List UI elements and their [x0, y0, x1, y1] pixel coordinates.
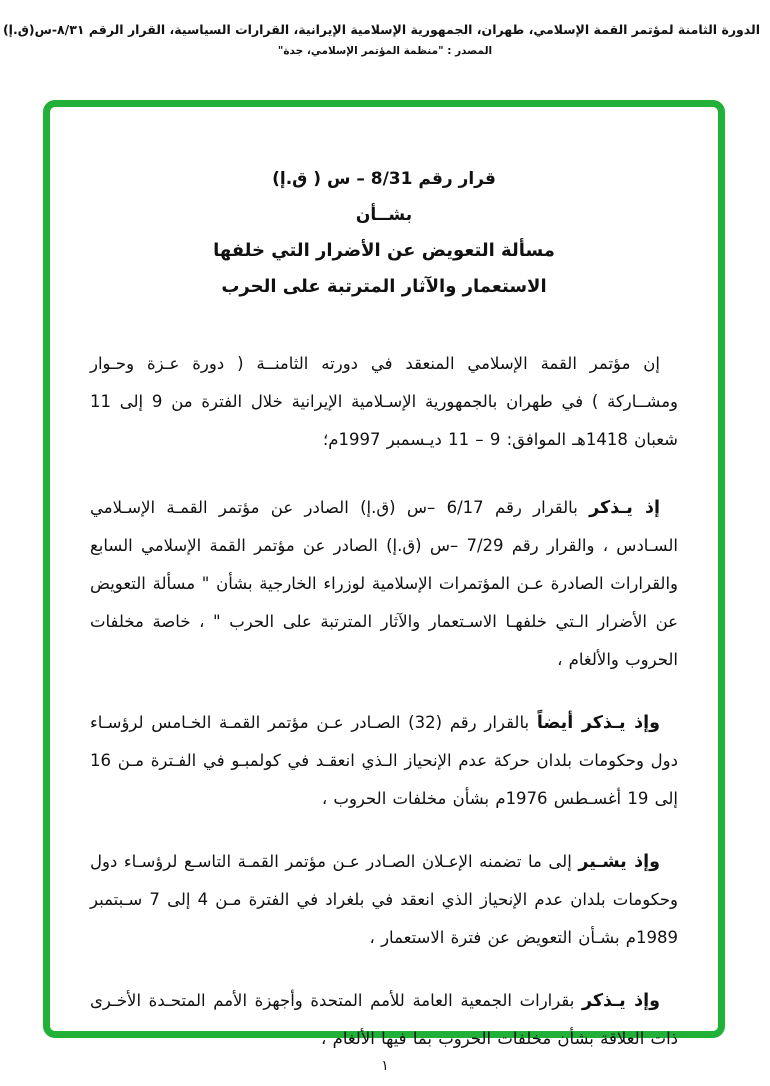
- header-citation-line: الدورة الثامنة لمؤتمر القمة الإسلامي، طهران، الجمهورية الإسلامية الإيرانية، القرارات السياسية، القرار الرقم ٨/٣١-س(ق.إ): [2, 22, 760, 37]
- paragraph-recalling-2: [90, 704, 678, 818]
- paragraph-lead: وإذ يـذكر: [581, 991, 660, 1011]
- paragraph-text: إن مؤتمر القمة الإسلامي المنعقد في دورته الثامنــة ( دورة عـزة وحـوار ومشــاركة ) في طهران بالجمهورية الإسـلامية الإيرانية خلال الفترة من 9 إلى 11 شعبان 1418هـ الموافق: 9 – 11 ديـسمبر 1997م؛: [90, 354, 678, 449]
- green-border-frame: [43, 100, 725, 1048]
- paragraph-text: بقرارات الجمعية العامة للأمم المتحدة وأجهزة الأمم المتحـدة الأخـرى ذات العلاقة بشأن مخلفات الحروب بما فيها الألغام ،: [90, 991, 678, 1048]
- paragraph-recalling-1: [90, 489, 678, 679]
- paragraph-lead: إذ يـذكر: [589, 498, 660, 518]
- paragraph-text: بالقرار رقم 6/17 –س (ق.إ) الصادر عن مؤتمر القمـة الإسـلامي السـادس ، والقرار رقم 7/29 –س (ق.إ) الصادر عن مؤتمر القمة الإسلامي السابع والقرارات الصادرة عـن المؤتمرات الإسلامية لوزراء الخارجية بشأن " مسألة التعويض عن الأضرار الـتي خلفهـا الاسـتعمار والآثار المترتبة على الحرب " ، خاصة مخلفات الحروب والألغام ،: [90, 498, 678, 669]
- paragraph-text: إلى ما تضمنه الإعـلان الصـادر عـن مؤتمر القمـة التاسـع لرؤسـاء دول وحكومات بلدان عدم الإنحياز الذي انعقد في بلغراد في الفترة مـن 4 إلى 7 سـبتمبر 1989م بشـأن التعويض عن فترة الاستعمار ،: [90, 852, 679, 947]
- paragraph-recalling-3: [90, 982, 678, 1058]
- paragraph-lead: وإذ يـذكر أيضاً: [536, 713, 660, 733]
- paragraph-referring: [90, 843, 678, 957]
- resolution-title: [90, 161, 678, 305]
- resolution-number-line: قرار رقم 8/31 – س ( ق.إ): [272, 169, 496, 189]
- paragraph-preamble: [90, 345, 678, 459]
- header-source-line: المصدر : "منظمة المؤتمر الإسلامي، جدة": [277, 45, 493, 57]
- resolution-subject-line-2: الاستعمار والآثار المترتبة على الحرب: [221, 276, 547, 297]
- resolution-regarding-line: بشــأن: [355, 205, 413, 225]
- page-number: ١: [381, 1058, 389, 1074]
- paragraph-lead: وإذ يشـير: [578, 852, 661, 872]
- paragraph-text: بالقرار رقم (32) الصـادر عـن مؤتمر القمـة الخـامس لرؤسـاء دول وحكومات بلدان حركة عدم الإنحياز الـذي انعقـد في كولمبـو في الفـترة مـن 16 إلى 19 أغسـطس 1976م بشأن مخلفات الحروب ،: [90, 713, 678, 808]
- document-header: [2, 22, 760, 57]
- resolution-subject-line-1: مسألة التعويض عن الأضرار التي خلفها: [213, 240, 555, 261]
- resolution-body: [90, 161, 678, 1083]
